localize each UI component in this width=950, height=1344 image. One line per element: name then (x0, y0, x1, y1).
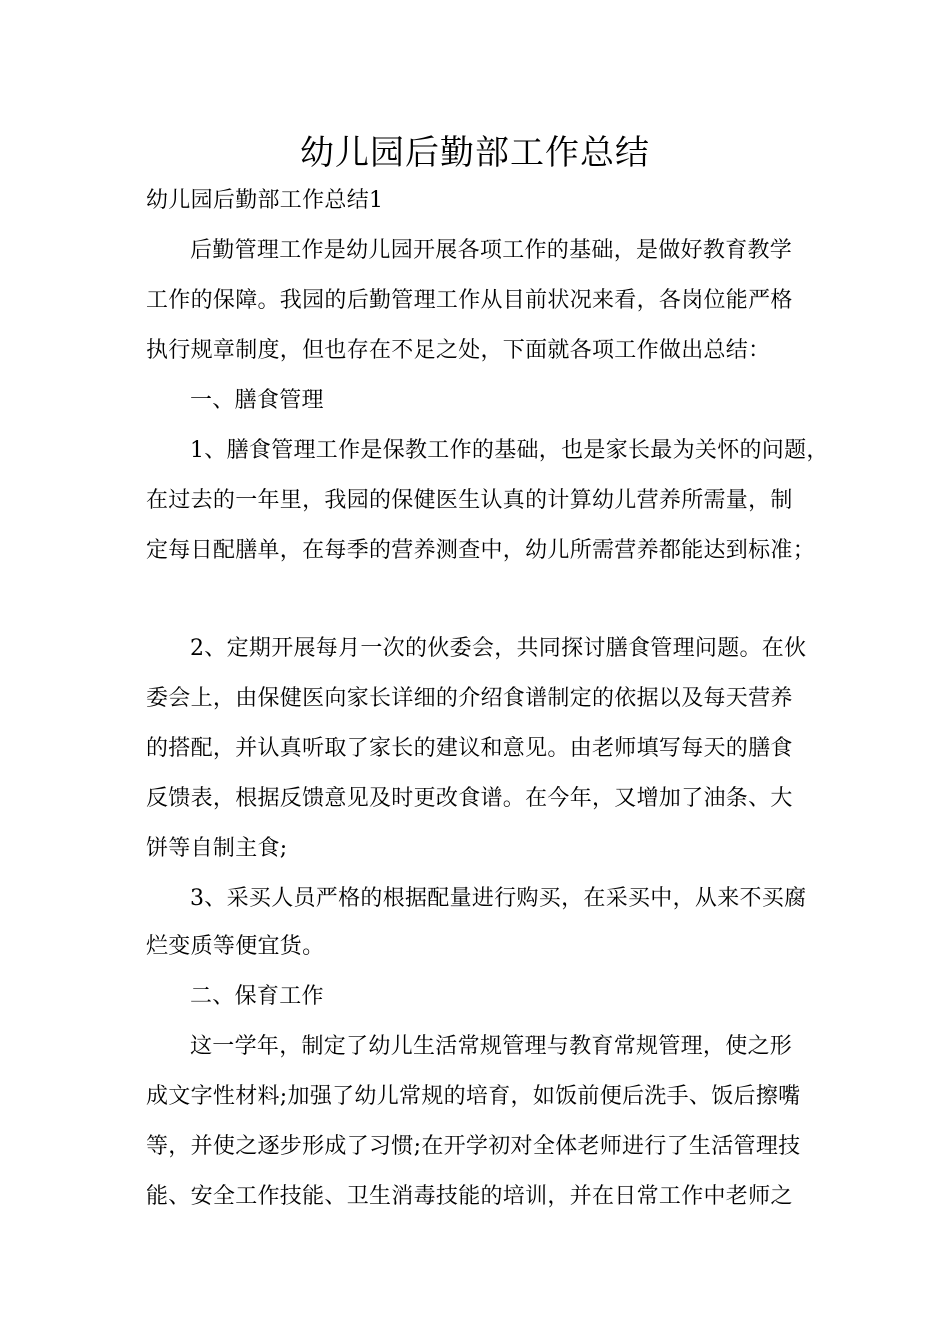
text-line: 在过去的一年里，我园的保健医生认真的计算幼儿营养所需量，制 (146, 488, 793, 513)
text-line: 定每日配膳单，在每季的营养测查中，幼儿所需营养都能达到标准； (146, 538, 816, 563)
text-line: 1、膳食管理工作是保教工作的基础，也是家长最为关怀的问题， (190, 438, 829, 463)
text-line: 工作的保障。我园的后勤管理工作从目前状况来看，各岗位能严格 (146, 288, 793, 313)
document-subtitle: 幼儿园后勤部工作总结1 (146, 188, 384, 213)
text-line: 能、安全工作技能、卫生消毒技能的培训，并在日常工作中老师之 (146, 1184, 793, 1209)
text-line: 这一学年，制定了幼儿生活常规管理与教育常规管理，使之形 (190, 1034, 793, 1059)
section-heading: 一、膳食管理 (190, 388, 324, 413)
text-line: 的搭配，并认真听取了家长的建议和意见。由老师填写每天的膳食 (146, 736, 793, 761)
document-title: 幼儿园后勤部工作总结 (300, 133, 650, 173)
text-line: 饼等自制主食; (146, 836, 288, 861)
text-line: 等，并使之逐步形成了习惯;在开学初对全体老师进行了生活管理技 (146, 1134, 801, 1159)
text-line: 反馈表，根据反馈意见及时更改食谱。在今年，又增加了油条、大 (146, 786, 793, 811)
text-line: 执行规章制度，但也存在不足之处，下面就各项工作做出总结： (146, 338, 771, 363)
text-line: 烂变质等便宜货。 (146, 934, 325, 959)
text-line: 成文字性材料;加强了幼儿常规的培育，如饭前便后洗手、饭后擦嘴 (146, 1084, 801, 1109)
text-line: 委会上，由保健医向家长详细的介绍食谱制定的依据以及每天营养 (146, 686, 793, 711)
text-line: 3、采买人员严格的根据配量进行购买，在采买中，从来不买腐 (190, 886, 807, 911)
text-line: 2、定期开展每月一次的伙委会，共同探讨膳食管理问题。在伙 (190, 636, 807, 661)
text-line: 后勤管理工作是幼儿园开展各项工作的基础，是做好教育教学 (190, 238, 793, 263)
section-heading: 二、保育工作 (190, 984, 324, 1009)
